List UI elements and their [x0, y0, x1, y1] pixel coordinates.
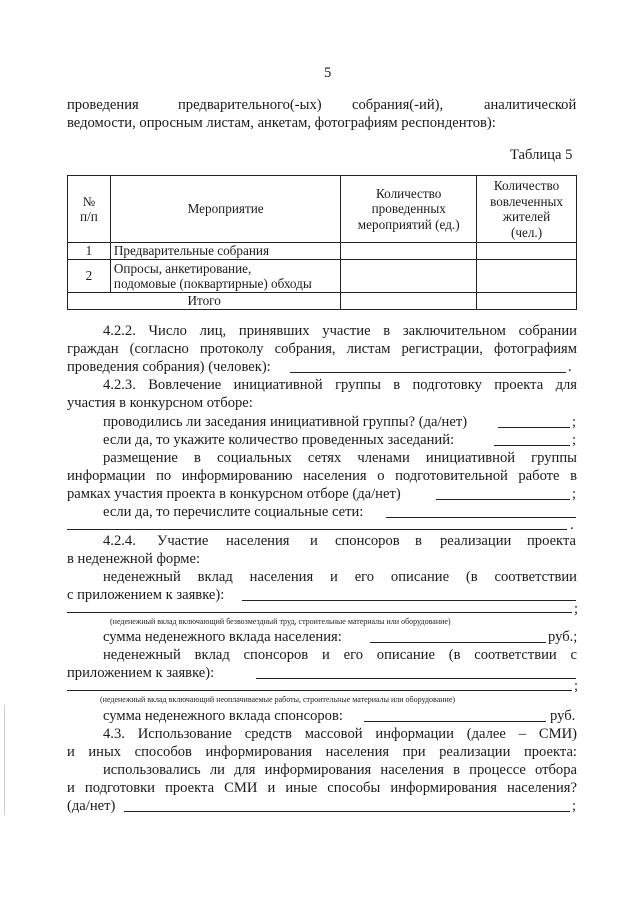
- total-label: Итого: [68, 293, 341, 310]
- row-count-cell: [341, 260, 477, 293]
- s424-pop-line-1: неденежный вклад населения и его описание (в соответствии: [103, 569, 577, 585]
- s424-sp-line-2: приложением к заявке):: [67, 665, 215, 681]
- header-event: Мероприятие: [110, 176, 340, 243]
- s424-sp-note: (неденежный вклад включающий неоплачиваемые работы, строительные материалы или оборудование): [100, 695, 456, 704]
- intro-word-3: собрания(-ий),: [352, 97, 444, 113]
- s43-line-1: 4.3. Использование средств массовой информации (далее – СМИ): [103, 726, 577, 742]
- row-count-cell: [341, 243, 477, 260]
- table-header-row: [68, 176, 577, 243]
- s423-q4-field-continued[interactable]: [67, 529, 567, 530]
- page-number: 5: [324, 65, 332, 81]
- s424-pop-note: (неденежный вклад включающий безвозмездный труд, строительные материалы или оборудование): [110, 617, 451, 626]
- row-residents-cell: [477, 260, 577, 293]
- header-residents: Количество вовлеченных жителей (чел.): [477, 176, 577, 243]
- s424-l1-w1: 4.2.4.: [103, 533, 136, 549]
- s424-pop-field-continued[interactable]: [67, 612, 572, 613]
- s423-q4-end: .: [570, 517, 574, 533]
- table-5: [67, 175, 577, 310]
- s424-pop-sum-unit: руб.;: [548, 629, 578, 645]
- s422-line-1: 4.2.2. Число лиц, принявших участие в заключительном собрании: [103, 323, 577, 339]
- s424-pop-sum: сумма неденежного вклада населения:: [103, 629, 342, 645]
- s424-l1-w4: и: [310, 533, 318, 549]
- s424-l1-w8: проекта: [527, 533, 576, 549]
- s422-answer-field[interactable]: [290, 372, 566, 373]
- row-event: Опросы, анкетирование, подомовые (поквартирные) обходы: [110, 260, 340, 293]
- total-count-cell: [341, 293, 477, 310]
- table-row: [68, 243, 577, 260]
- s423-q1-field[interactable]: [498, 427, 570, 428]
- row-event: Предварительные собрания: [110, 243, 340, 260]
- s424-sp-field-continued[interactable]: [67, 690, 572, 691]
- s423-line-1: 4.2.3. Вовлечение инициативной группы в подготовку проекта для: [103, 377, 577, 393]
- header-count: Количество проведенных мероприятий (ед.): [341, 176, 477, 243]
- s424-pop-field[interactable]: [242, 600, 576, 601]
- s424-sp-field[interactable]: [256, 678, 576, 679]
- header-num: № п/п: [68, 176, 111, 243]
- s424-pop-line-2: с приложением к заявке):: [67, 587, 225, 603]
- s422-line-3: проведения собрания) (человек):: [67, 359, 271, 375]
- s423-q3-line-3: рамках участия проекта в конкурсном отборе (да/нет): [67, 486, 401, 502]
- s424-sp-sum-field[interactable]: [364, 721, 546, 722]
- intro-word-4: аналитической: [484, 97, 577, 113]
- s424-l1-w6: в: [415, 533, 422, 549]
- table-row: [68, 260, 577, 293]
- s423-q2-end: ;: [572, 432, 577, 448]
- s43-line-5: (да/нет): [67, 798, 116, 814]
- s43-answer-field[interactable]: [124, 811, 570, 812]
- scan-edge-mark: [4, 705, 5, 815]
- s424-line-2: в неденежной форме:: [67, 551, 201, 567]
- intro-line-2: ведомости, опросным листам, анкетам, фотографиям респондентов):: [67, 115, 496, 131]
- s423-q3-end: ;: [572, 486, 577, 502]
- s424-sp-sum: сумма неденежного вклада спонсоров:: [103, 708, 343, 724]
- s424-sp-sum-unit: руб.: [550, 708, 576, 724]
- s43-line-4: и подготовки проекта СМИ и иные способы информирования населения?: [67, 780, 577, 796]
- s423-q2: если да, то укажите количество проведенных заседаний:: [103, 432, 455, 448]
- s424-l1-w3: населения: [226, 533, 290, 549]
- s423-line-2: участия в конкурсном отборе:: [67, 395, 253, 411]
- s422-line-3-end: .: [568, 359, 572, 375]
- s423-q4-field[interactable]: [386, 517, 576, 518]
- s424-l1-w2: Участие: [157, 533, 209, 549]
- s43-line-5-end: ;: [572, 798, 577, 814]
- s422-line-2: граждан (согласно протоколу собрания, листам регистрации, фотографиям: [67, 341, 577, 357]
- s423-q1: проводились ли заседания инициативной группы? (да/нет): [103, 414, 468, 430]
- intro-word-2: предварительного(-ых): [178, 97, 322, 113]
- s424-l1-w5: спонсоров: [335, 533, 400, 549]
- row-residents-cell: [477, 243, 577, 260]
- s424-l1-w7: реализации: [440, 533, 512, 549]
- row-num: 2: [68, 260, 111, 293]
- s43-line-3: использовались ли для информирования населения в процессе отбора: [103, 762, 577, 778]
- s423-q3-line-2: информации по информированию населения о подготовительной работе в: [67, 468, 577, 484]
- s43-line-2: и иных способов информирования населения при реализации проекта:: [67, 744, 577, 760]
- s423-q4: если да, то перечислите социальные сети:: [103, 504, 364, 520]
- s423-q3-line-1: размещение в социальных сетях членами инициативной группы: [103, 450, 577, 466]
- intro-word-1: проведения: [67, 97, 139, 113]
- table-total-row: [68, 293, 577, 310]
- s424-pop-sum-field[interactable]: [370, 642, 546, 643]
- row-num: 1: [68, 243, 111, 260]
- total-residents-cell: [477, 293, 577, 310]
- s423-q1-end: ;: [572, 414, 577, 430]
- s423-q3-field[interactable]: [436, 499, 570, 500]
- s424-sp-line-1: неденежный вклад спонсоров и его описание (в соответствии с: [103, 647, 577, 663]
- table-caption: Таблица 5: [510, 147, 573, 163]
- s424-sp-end: ;: [574, 678, 579, 694]
- s423-q2-field[interactable]: [494, 445, 570, 446]
- s424-pop-end: ;: [574, 601, 579, 617]
